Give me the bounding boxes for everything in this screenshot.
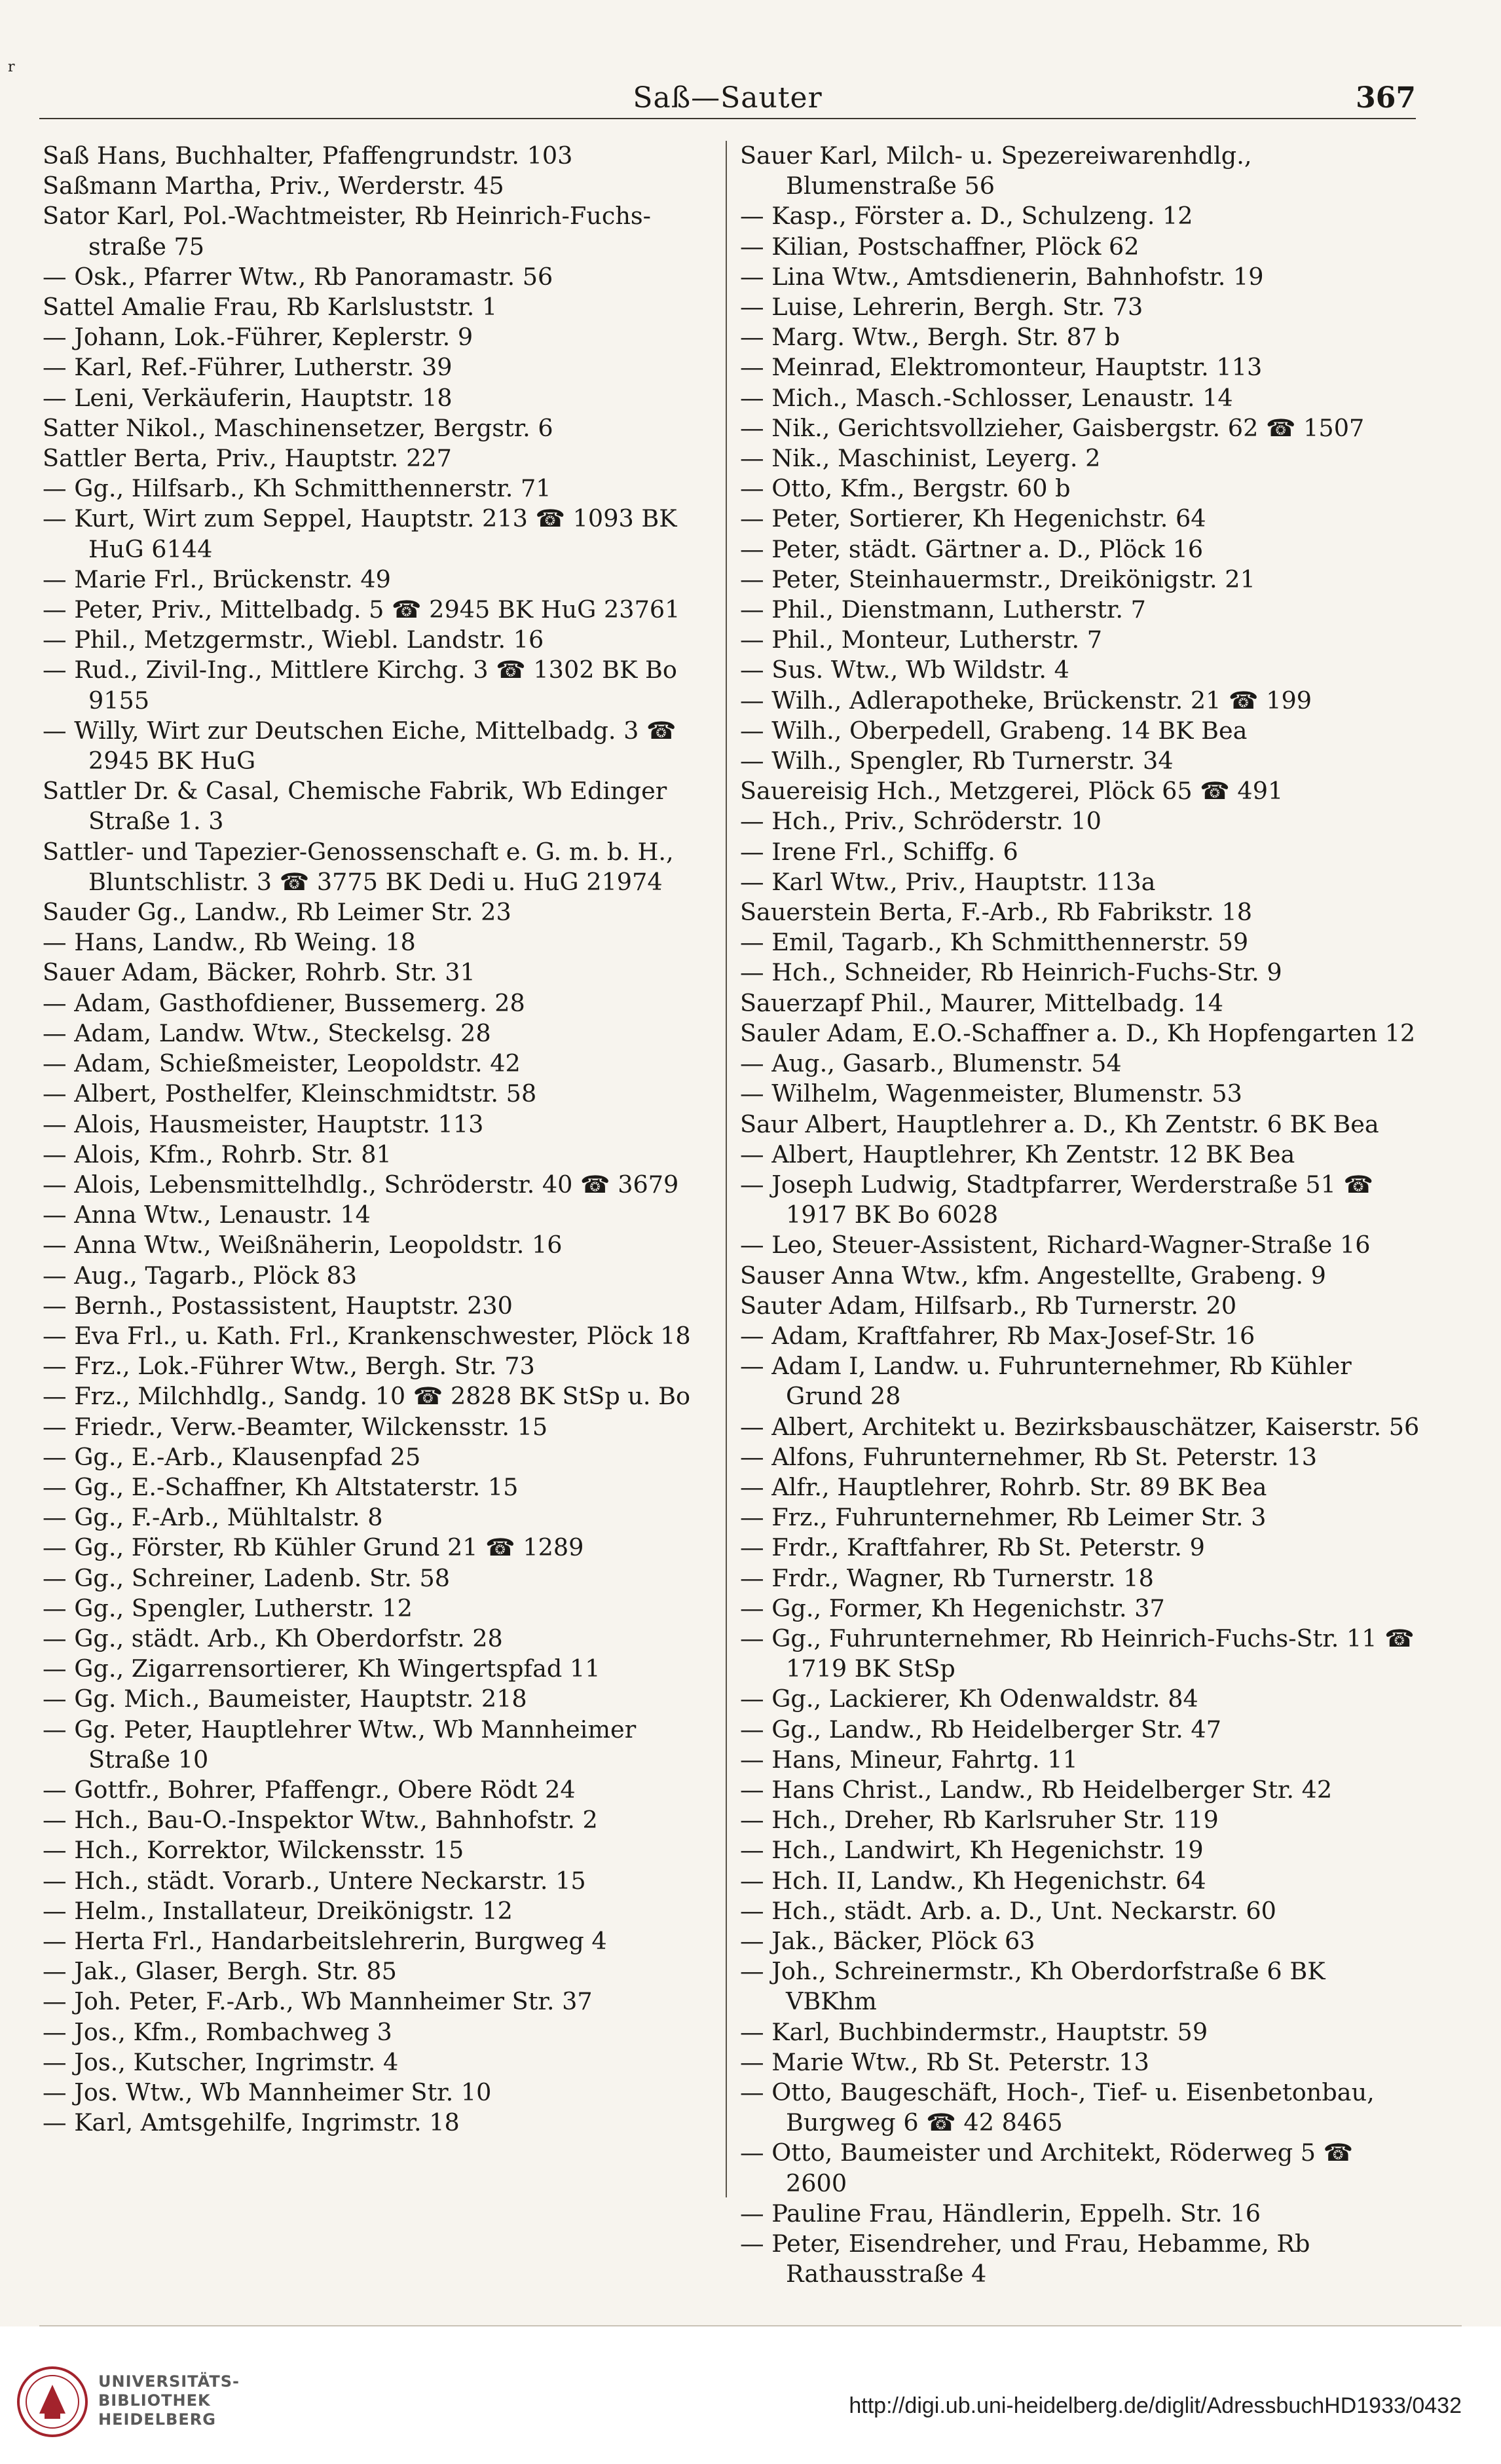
page-title: Saß—Sauter [633, 81, 823, 115]
library-name-line2: BIBLIOTHEK [98, 2391, 211, 2410]
directory-entry: — Alois, Hausmeister, Hauptstr. 113 [43, 1110, 484, 1138]
directory-entry: — Adam, Landw. Wtw., Steckelsg. 28 [43, 1018, 491, 1047]
directory-entry: — Eva Frl., u. Kath. Frl., Krankenschwester, Plöck 18 [43, 1321, 691, 1350]
directory-entry: — Alois, Kfm., Rohrb. Str. 81 [43, 1140, 392, 1168]
directory-entry: — Rud., Zivil-Ing., Mittlere Kirchg. 3 ☎ 1302 BK Bo 9155 [43, 656, 677, 715]
directory-entry: — Joseph Ludwig, Stadtpfarrer, Werderstraße 51 ☎ 1917 BK Bo 6028 [740, 1170, 1374, 1229]
directory-entry: Sauer Adam, Bäcker, Rohrb. Str. 31 [43, 958, 475, 987]
page-header [39, 79, 1416, 119]
directory-entry: Sattler Berta, Priv., Hauptstr. 227 [43, 444, 452, 473]
directory-entry: — Gg., F.-Arb., Mühltalstr. 8 [43, 1503, 383, 1532]
directory-entry: Sauerzapf Phil., Maurer, Mittelbadg. 14 [740, 988, 1224, 1017]
directory-entry: — Alfons, Fuhrunternehmer, Rb St. Peterstr. 13 [740, 1442, 1317, 1471]
directory-entry: — Phil., Dienstmann, Lutherstr. 7 [740, 595, 1146, 624]
directory-entry: — Leo, Steuer-Assistent, Richard-Wagner-Straße 16 [740, 1231, 1371, 1260]
directory-entry: Satter Nikol., Maschinensetzer, Bergstr. 6 [43, 413, 553, 442]
library-name-line3: HEIDELBERG [98, 2410, 216, 2429]
directory-entry: — Johann, Lok.-Führer, Keplerstr. 9 [43, 323, 473, 352]
directory-entry: — Jos., Kutscher, Ingrimstr. 4 [43, 2047, 399, 2076]
directory-entry: Sauerstein Berta, F.-Arb., Rb Fabrikstr. 18 [740, 898, 1252, 927]
library-name [98, 2372, 240, 2429]
directory-entry: — Wilh., Spengler, Rb Turnerstr. 34 [740, 747, 1174, 775]
directory-entry: — Albert, Architekt u. Bezirksbauschätzer, Kaiserstr. 56 [740, 1412, 1420, 1441]
directory-entry: — Gg. Peter, Hauptlehrer Wtw., Wb Mannheimer Straße 10 [43, 1715, 637, 1774]
directory-entry: — Meinrad, Elektromonteur, Hauptstr. 113 [740, 353, 1263, 382]
directory-entry: — Pauline Frau, Händlerin, Eppelh. Str. 16 [740, 2199, 1261, 2228]
directory-entry: — Anna Wtw., Lenaustr. 14 [43, 1201, 371, 1229]
directory-entry: — Adam, Schießmeister, Leopoldstr. 42 [43, 1049, 521, 1078]
directory-entry: — Hch., Dreher, Rb Karlsruher Str. 119 [740, 1806, 1219, 1835]
directory-entry: — Kasp., Förster a. D., Schulzeng. 12 [740, 202, 1193, 231]
directory-entry: — Hch., Landwirt, Kh Hegenichstr. 19 [740, 1836, 1204, 1865]
directory-entry: — Gg., Lackierer, Kh Odenwaldstr. 84 [740, 1685, 1198, 1713]
directory-entry: — Frdr., Wagner, Rb Turnerstr. 18 [740, 1563, 1154, 1592]
directory-entry: — Gottfr., Bohrer, Pfaffengr., Obere Rödt 24 [43, 1775, 576, 1804]
directory-entry: — Albert, Hauptlehrer, Kh Zentstr. 12 BK Bea [740, 1140, 1295, 1168]
footer [0, 2326, 1501, 2464]
directory-entry: — Otto, Baugeschäft, Hoch-, Tief- u. Eisenbetonbau, Burgweg 6 ☎ 42 8465 [740, 2078, 1375, 2137]
directory-entry: — Gg., Zigarrensortierer, Kh Wingertspfad 11 [43, 1654, 601, 1683]
directory-entry: — Hch. II, Landw., Kh Hegenichstr. 64 [740, 1866, 1206, 1895]
directory-entry: Sauler Adam, E.O.-Schaffner a. D., Kh Hopfengarten 12 [740, 1018, 1416, 1047]
directory-entry: — Aug., Tagarb., Plöck 83 [43, 1261, 357, 1290]
directory-entry: — Hch., Korrektor, Wilckensstr. 15 [43, 1836, 464, 1865]
library-name-line1: UNIVERSITÄTS- [98, 2372, 240, 2391]
directory-entry: — Herta Frl., Handarbeitslehrerin, Burgweg 4 [43, 1926, 607, 1955]
directory-entry: — Gg., Hilfsarb., Kh Schmitthennerstr. 71 [43, 474, 551, 503]
directory-entry: — Frz., Milchhdlg., Sandg. 10 ☎ 2828 BK StSp u. Bo [43, 1382, 691, 1411]
directory-entry: — Gg., Förster, Rb Kühler Grund 21 ☎ 1289 [43, 1533, 584, 1562]
directory-entry: — Marg. Wtw., Bergh. Str. 87 b [740, 323, 1121, 352]
directory-entry: — Peter, Priv., Mittelbadg. 5 ☎ 2945 BK HuG 23761 [43, 595, 680, 624]
directory-entry: — Gg. Mich., Baumeister, Hauptstr. 218 [43, 1685, 527, 1713]
directory-entry: — Gg., Fuhrunternehmer, Rb Heinrich-Fuchs-Str. 11 ☎ 1719 BK StSp [740, 1624, 1415, 1683]
column-divider [726, 141, 727, 2197]
directory-entry: — Kurt, Wirt zum Seppel, Hauptstr. 213 ☎ 1093 BK HuG 6144 [43, 504, 677, 563]
directory-entry: — Adam, Gasthofdiener, Bussemerg. 28 [43, 988, 525, 1017]
directory-entry: Sattler- und Tapezier-Genossenschaft e. G. m. b. H., Bluntschlistr. 3 ☎ 3775 BK Dedi u. HuG 21974 [43, 837, 674, 896]
directory-entry: — Frz., Fuhrunternehmer, Rb Leimer Str. 3 [740, 1503, 1267, 1532]
directory-entry: — Phil., Monteur, Lutherstr. 7 [740, 625, 1103, 654]
directory-entry: — Hch., Bau-O.-Inspektor Wtw., Bahnhofstr. 2 [43, 1806, 598, 1835]
directory-entry: — Jos., Kfm., Rombachweg 3 [43, 2017, 392, 2046]
directory-entry: — Adam, Kraftfahrer, Rb Max-Josef-Str. 16 [740, 1321, 1255, 1350]
directory-entry: — Alois, Lebensmittelhdlg., Schröderstr. 40 ☎ 3679 [43, 1170, 679, 1199]
directory-entry: — Mich., Masch.-Schlosser, Lenaustr. 14 [740, 383, 1233, 412]
directory-entry: — Emil, Tagarb., Kh Schmitthennerstr. 59 [740, 928, 1249, 957]
directory-entry: — Anna Wtw., Weißnäherin, Leopoldstr. 16 [43, 1231, 563, 1260]
directory-entry: — Alfr., Hauptlehrer, Rohrb. Str. 89 BK Bea [740, 1472, 1267, 1501]
directory-entry: — Frdr., Kraftfahrer, Rb St. Peterstr. 9 [740, 1533, 1205, 1562]
directory-entry: — Wilh., Oberpedell, Grabeng. 14 BK Bea [740, 716, 1248, 745]
directory-entry: Saur Albert, Hauptlehrer a. D., Kh Zentstr. 6 BK Bea [740, 1110, 1379, 1138]
directory-entry: Sattel Amalie Frau, Rb Karlsluststr. 1 [43, 293, 498, 322]
directory-entry: Saßmann Martha, Priv., Werderstr. 45 [43, 172, 504, 200]
directory-entry: — Gg., Former, Kh Hegenichstr. 37 [740, 1594, 1165, 1622]
directory-entry: — Peter, städt. Gärtner a. D., Plöck 16 [740, 534, 1204, 563]
directory-entry: — Joh. Peter, F.-Arb., Wb Mannheimer Str. 37 [43, 1987, 593, 2016]
directory-entry: Sauereisig Hch., Metzgerei, Plöck 65 ☎ 491 [740, 777, 1284, 806]
directory-entry: — Peter, Eisendreher, und Frau, Hebamme, Rb Rathausstraße 4 [740, 2230, 1310, 2288]
directory-entry: — Karl, Buchbindermstr., Hauptstr. 59 [740, 2017, 1208, 2046]
directory-entry: — Otto, Kfm., Bergstr. 60 b [740, 474, 1071, 503]
directory-entry: — Jak., Glaser, Bergh. Str. 85 [43, 1957, 397, 1986]
directory-entry: — Gg., Spengler, Lutherstr. 12 [43, 1594, 413, 1622]
directory-entry: — Hans Christ., Landw., Rb Heidelberger Str. 42 [740, 1775, 1333, 1804]
page-number: 367 [1356, 81, 1416, 115]
directory-entry: — Leni, Verkäuferin, Hauptstr. 18 [43, 383, 453, 412]
directory-entry: — Hch., Priv., Schröderstr. 10 [740, 807, 1102, 836]
directory-entry: — Hans, Mineur, Fahrtg. 11 [740, 1745, 1078, 1774]
directory-entry: — Irene Frl., Schiffg. 6 [740, 837, 1018, 866]
directory-entry: — Hch., städt. Vorarb., Untere Neckarstr. 15 [43, 1866, 586, 1895]
directory-entry: — Sus. Wtw., Wb Wildstr. 4 [740, 656, 1069, 684]
directory-entry: Saß Hans, Buchhalter, Pfaffengrundstr. 103 [43, 141, 573, 170]
directory-entry: Sauder Gg., Landw., Rb Leimer Str. 23 [43, 898, 511, 927]
directory-entry: — Joh., Schreinermstr., Kh Oberdorfstraße 6 BK VBKhm [740, 1957, 1325, 2016]
directory-entry: — Lina Wtw., Amtsdienerin, Bahnhofstr. 19 [740, 262, 1264, 291]
directory-entry: — Gg., E.-Schaffner, Kh Altstaterstr. 15 [43, 1472, 519, 1501]
directory-entry: — Jak., Bäcker, Plöck 63 [740, 1926, 1035, 1955]
directory-entry: — Nik., Maschinist, Leyerg. 2 [740, 444, 1101, 473]
directory-entry: — Adam I, Landw. u. Fuhrunternehmer, Rb Kühler Grund 28 [740, 1352, 1352, 1411]
corner-mark: r [8, 59, 15, 75]
directory-entry: — Bernh., Postassistent, Hauptstr. 230 [43, 1291, 513, 1320]
directory-entry: — Albert, Posthelfer, Kleinschmidtstr. 58 [43, 1079, 537, 1108]
directory-entry: — Karl, Ref.-Führer, Lutherstr. 39 [43, 353, 453, 382]
directory-entry: — Friedr., Verw.-Beamter, Wilckensstr. 15 [43, 1412, 548, 1441]
directory-entry: — Otto, Baumeister und Architekt, Röderweg 5 ☎ 2600 [740, 2138, 1354, 2197]
directory-entry: Sauer Karl, Milch- u. Spezereiwarenhdlg., Blumenstraße 56 [740, 141, 1252, 200]
directory-entry: — Gg., Landw., Rb Heidelberger Str. 47 [740, 1715, 1221, 1744]
directory-entry: Sator Karl, Pol.-Wachtmeister, Rb Heinrich-Fuchs-straße 75 [43, 202, 652, 261]
right-column [740, 141, 1421, 2289]
directory-entry: — Luise, Lehrerin, Bergh. Str. 73 [740, 293, 1143, 322]
directory-entry: — Helm., Installateur, Dreikönigstr. 12 [43, 1896, 513, 1925]
source-url-link[interactable]: http://digi.ub.uni-heidelberg.de/diglit/AdressbuchHD1933/0432 [849, 2393, 1462, 2418]
directory-entry: — Phil., Metzgermstr., Wiebl. Landstr. 16 [43, 625, 544, 654]
directory-entry: — Hch., Schneider, Rb Heinrich-Fuchs-Str. 9 [740, 958, 1282, 987]
directory-entry: — Frz., Lok.-Führer Wtw., Bergh. Str. 73 [43, 1352, 535, 1381]
directory-entry: Sauser Anna Wtw., kfm. Angestellte, Grabeng. 9 [740, 1261, 1326, 1290]
directory-entry: — Willy, Wirt zur Deutschen Eiche, Mittelbadg. 3 ☎ 2945 BK HuG [43, 716, 676, 775]
directory-entry: — Gg., städt. Arb., Kh Oberdorfstr. 28 [43, 1624, 503, 1652]
directory-entry: — Peter, Sortierer, Kh Hegenichstr. 64 [740, 504, 1206, 533]
directory-entry: — Osk., Pfarrer Wtw., Rb Panoramastr. 56 [43, 262, 553, 291]
directory-entry: — Gg., E.-Arb., Klausenpfad 25 [43, 1442, 421, 1471]
directory-entry: — Peter, Steinhauermstr., Dreikönigstr. 21 [740, 565, 1255, 593]
left-column [43, 141, 724, 2138]
directory-entry: Sattler Dr. & Casal, Chemische Fabrik, Wb Edinger Straße 1. 3 [43, 777, 667, 836]
directory-entry: — Kilian, Postschaffner, Plöck 62 [740, 232, 1140, 261]
directory-entry: — Hans, Landw., Rb Weing. 18 [43, 928, 416, 957]
directory-entry: — Karl, Amtsgehilfe, Ingrimstr. 18 [43, 2108, 460, 2137]
university-seal-icon [13, 2362, 92, 2441]
directory-entry: — Aug., Gasarb., Blumenstr. 54 [740, 1049, 1122, 1078]
directory-entry: Sauter Adam, Hilfsarb., Rb Turnerstr. 20 [740, 1291, 1237, 1320]
directory-entry: — Marie Frl., Brückenstr. 49 [43, 565, 391, 593]
directory-entry: — Gg., Schreiner, Ladenb. Str. 58 [43, 1563, 450, 1592]
directory-entry: — Wilh., Adlerapotheke, Brückenstr. 21 ☎ 199 [740, 686, 1312, 715]
directory-entry: — Karl Wtw., Priv., Hauptstr. 113a [740, 867, 1156, 896]
directory-entry: — Hch., städt. Arb. a. D., Unt. Neckarstr. 60 [740, 1896, 1276, 1925]
directory-entry: — Nik., Gerichtsvollzieher, Gaisbergstr. 62 ☎ 1507 [740, 413, 1365, 442]
directory-entry: — Jos. Wtw., Wb Mannheimer Str. 10 [43, 2078, 492, 2106]
directory-entry: — Wilhelm, Wagenmeister, Blumenstr. 53 [740, 1079, 1242, 1108]
directory-entry: — Marie Wtw., Rb St. Peterstr. 13 [740, 2047, 1149, 2076]
